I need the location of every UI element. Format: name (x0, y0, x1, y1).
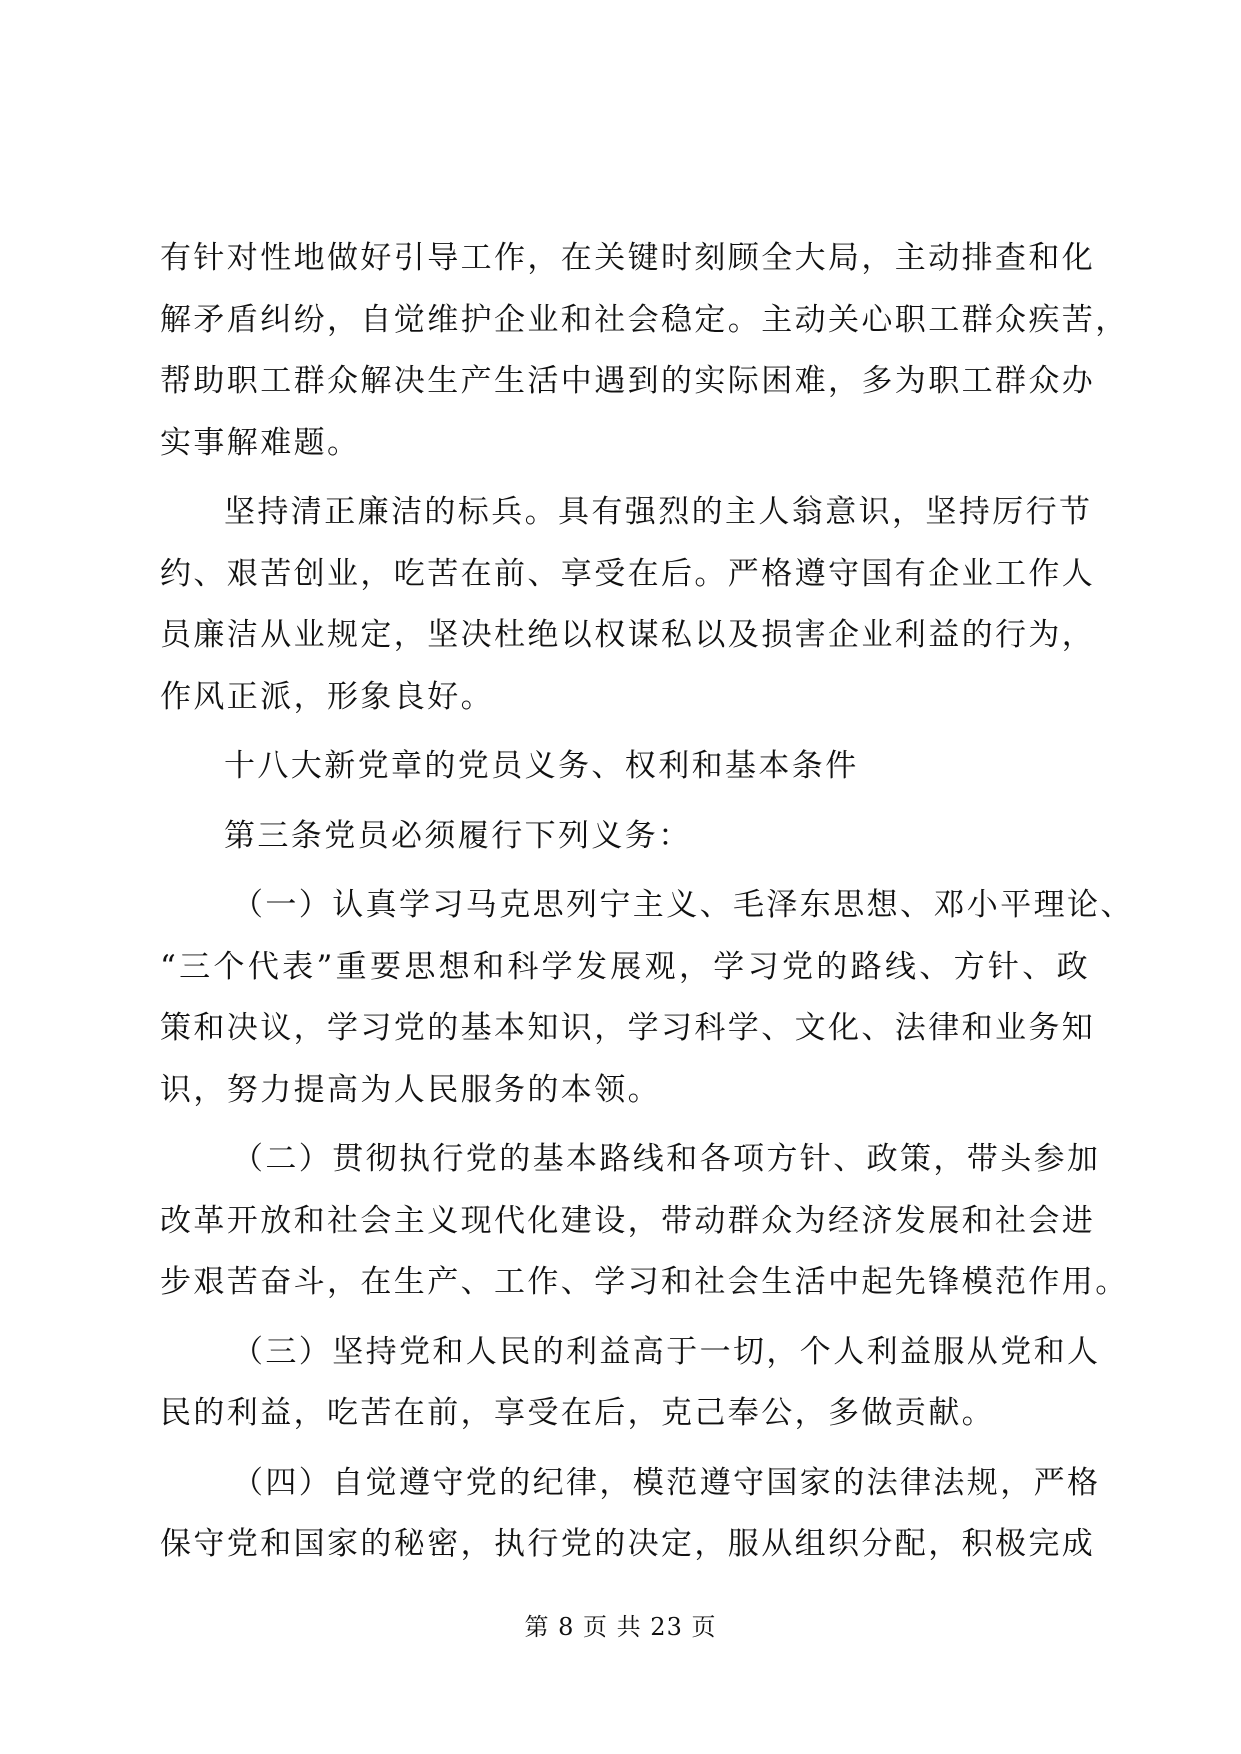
body-text (160, 228, 1134, 1576)
text-line: 识，努力提高为人民服务的本领。 (160, 1071, 661, 1108)
text-line: （三）坚持党和人民的利益高于一切，个人利益服从党和人 (232, 1333, 1101, 1370)
paragraph-continuation (160, 228, 1129, 474)
text-line: 实事解难题。 (160, 424, 361, 461)
text-line: 员廉洁从业规定，坚决杜绝以权谋私以及损害企业利益的行为， (160, 617, 1096, 653)
section-heading (160, 736, 1090, 798)
duty-item-2 (160, 1129, 1129, 1314)
text-line: 帮助职工群众解决生产生活中遇到的实际困难，多为职工群众办 (160, 363, 1096, 399)
text-line: 步艰苦奋斗，在生产、工作、学习和社会生活中起先锋模范作用。 (160, 1264, 1129, 1300)
duty-item-1 (160, 875, 1134, 1121)
text-line: 约、艰苦创业，吃苦在前、享受在后。严格遵守国有企业工作人 (160, 555, 1096, 592)
text-line: （四）自觉遵守党的纪律，模范遵守国家的法律法规，严格 (232, 1464, 1101, 1501)
page-number: 第 8 页 共 23 页 (524, 1613, 717, 1641)
duty-item-4 (160, 1453, 1101, 1576)
text-line: （一）认真学习马克思列宁主义、毛泽东思想、邓小平理论、 (232, 887, 1134, 923)
text-line: 坚持清正廉洁的标兵。具有强烈的主人翁意识，坚持厉行节 (224, 494, 1093, 530)
text-line: 改革开放和社会主义现代化建设，带动群众为经济发展和社会进 (160, 1202, 1096, 1239)
text-line: 解矛盾纠纷，自觉维护企业和社会稳定。主动关心职工群众疾苦， (160, 301, 1129, 338)
text-line: 有针对性地做好引导工作，在关键时刻顾全大局，主动排查和化 (160, 240, 1096, 276)
text-line: 第三条党员必须履行下列义务： (224, 817, 692, 854)
article-heading (160, 806, 1090, 868)
text-line: 十八大新党章的党员义务、权利和基本条件 (224, 748, 859, 784)
text-line: 保守党和国家的秘密，执行党的决定，服从组织分配，积极完成 (160, 1526, 1096, 1562)
paragraph-integrity (160, 482, 1096, 728)
text-line: 民的利益，吃苦在前，享受在后，克己奉公，多做贡献。 (160, 1395, 995, 1431)
text-line: 作风正派，形象良好。 (160, 678, 494, 715)
text-line: （二）贯彻执行党的基本路线和各项方针、政策，带头参加 (232, 1141, 1101, 1177)
duty-item-3 (160, 1322, 1101, 1445)
text-line: “三个代表”重要思想和科学发展观，学习党的路线、方针、政 (160, 948, 1090, 985)
text-line: 策和决议，学习党的基本知识，学习科学、文化、法律和业务知 (160, 1010, 1096, 1046)
